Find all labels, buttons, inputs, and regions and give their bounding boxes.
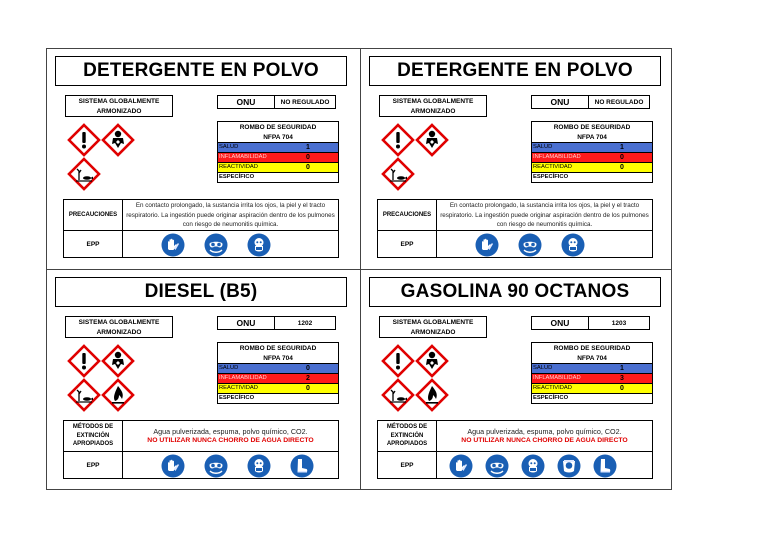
nfpa-header-line: ROMBO DE SEGURIDAD [239,345,317,352]
un-value: 1202 [274,316,336,330]
un-number [217,95,337,109]
extinction-text [123,421,338,451]
nfpa-row-label: SALUD [533,365,553,371]
goggles-icon [204,454,228,478]
environment-icon [67,378,101,412]
hazard-card [361,270,673,490]
health-hazard-icon [101,344,135,378]
product-title: DIESEL (B5) [55,277,347,307]
ghs-label-box [65,95,173,117]
un-label: ONU [531,95,589,109]
environment-icon [381,378,415,412]
product-title: GASOLINA 90 OCTANOS [369,277,661,307]
ghs-label-line: ARMONIZADO [96,108,142,115]
extinction-label-line: EXTINCIÓN [390,432,424,439]
nfpa-row-label: INFLAMABILIDAD [219,154,267,160]
extinction-label [64,421,123,451]
nfpa-header [217,121,339,143]
extinction-label-line: APROPIADOS [386,441,428,448]
nfpa-row-value: 1 [306,144,310,151]
nfpa-row [217,383,339,394]
boots-icon [290,454,314,478]
nfpa-row [217,363,339,374]
nfpa-row-value: 0 [306,385,310,392]
nfpa-row-value: 2 [306,375,310,382]
nfpa-row-label: SALUD [533,144,553,150]
ghs-label-line: SISTEMA GLOBALMENTE [392,98,474,105]
nfpa-row-label: INFLAMABILIDAD [533,375,581,381]
extinction-methods [377,420,653,452]
nfpa-header-line: NFPA 704 [263,354,293,362]
nfpa-header-line: ROMBO DE SEGURIDAD [553,345,631,352]
ppe-row [377,230,653,258]
nfpa-row-label: REACTIVIDAD [219,385,258,391]
respirator-icon [561,233,585,257]
ghs-pictograms [375,342,487,410]
goggles-icon [485,454,509,478]
hazard-card [47,49,359,269]
nfpa-row-value: 0 [306,154,310,161]
gloves-icon [161,233,185,257]
nfpa-row [531,363,653,374]
ppe-row [63,451,339,479]
nfpa-row-value: 0 [306,164,310,171]
ghs-pictograms [61,121,173,189]
nfpa-header-line: ROMBO DE SEGURIDAD [239,124,317,131]
ghs-label-line: ARMONIZADO [410,329,456,336]
nfpa-row-label: INFLAMABILIDAD [533,154,581,160]
nfpa-header [531,342,653,364]
respirator-icon [247,454,271,478]
ghs-label-line: SISTEMA GLOBALMENTE [78,98,160,105]
un-label: ONU [531,316,589,330]
ghs-label-line: ARMONIZADO [410,108,456,115]
ppe-label: EPP [64,452,123,478]
ghs-label-line: ARMONIZADO [96,329,142,336]
exclamation-mark-icon [67,123,101,157]
extinction-label [378,421,437,451]
hazard-card [361,49,673,269]
nfpa-header [531,121,653,143]
health-hazard-icon [415,344,449,378]
environment-icon [67,157,101,191]
gloves-icon [475,233,499,257]
face-shield-icon [557,454,581,478]
extinction-label-line: APROPIADOS [72,441,114,448]
extinction-methods [63,420,339,452]
precautions [63,199,339,231]
ppe-label: EPP [64,231,123,257]
nfpa-table [217,342,339,404]
water-jet-warning: NO UTILIZAR NUNCA CHORRO DE AGUA DIRECTO [461,437,628,444]
flame-icon [101,378,135,412]
ppe-icons [437,231,652,257]
nfpa-row-label: ESPECÍFICO [533,395,569,401]
un-value: NO REGULADO [274,95,336,109]
ghs-label-line: SISTEMA GLOBALMENTE [392,319,474,326]
nfpa-row-label: ESPECÍFICO [533,174,569,180]
un-label: ONU [217,95,275,109]
exclamation-mark-icon [67,344,101,378]
gloves-icon [161,454,185,478]
nfpa-row [531,152,653,163]
precautions-text: En contacto prolongado, la sustancia irrita los ojos, la piel y el tracto respiratorio. La ingestión puede originar aspiración dentro de los pulmones con riesgo de neumonitis química. [126,202,335,228]
nfpa-row-label: ESPECÍFICO [219,395,255,401]
nfpa-row-value: 1 [620,365,624,372]
exclamation-mark-icon [381,344,415,378]
nfpa-row-value [278,394,338,403]
nfpa-row-value [278,173,338,182]
flame-icon [415,378,449,412]
nfpa-row-label: REACTIVIDAD [533,385,572,391]
nfpa-row-label: SALUD [219,365,239,371]
un-value: 1203 [588,316,650,330]
extinction-label-line: MÉTODOS DE [386,424,428,431]
un-number [531,95,651,109]
nfpa-table [531,342,653,404]
precautions-text: En contacto prolongado, la sustancia irrita los ojos, la piel y el tracto respiratorio. La ingestión puede originar aspiración dentro de los pulmones con riesgo de neumonitis química. [440,202,649,228]
nfpa-row-value [592,173,652,182]
nfpa-row-value: 0 [620,154,624,161]
un-value: NO REGULADO [588,95,650,109]
nfpa-row-label: SALUD [219,144,239,150]
nfpa-row-label: INFLAMABILIDAD [219,375,267,381]
extinction-label-line: MÉTODOS DE [72,424,114,431]
ppe-icons [437,452,652,478]
nfpa-header-line: NFPA 704 [263,133,293,141]
un-label: ONU [217,316,275,330]
respirator-icon [247,233,271,257]
ghs-label-line: SISTEMA GLOBALMENTE [78,319,160,326]
extinction-agents: Agua pulverizada, espuma, polvo químico, CO2. [153,426,308,436]
nfpa-header [217,342,339,364]
ghs-pictograms [375,121,487,189]
extinction-label-line: EXTINCIÓN [76,432,110,439]
ppe-row [377,451,653,479]
precautions [377,199,653,231]
nfpa-row-value: 1 [620,144,624,151]
nfpa-row [217,373,339,384]
nfpa-row-label: REACTIVIDAD [219,164,258,170]
extinction-agents: Agua pulverizada, espuma, polvo químico, CO2. [467,426,622,436]
nfpa-row-value [592,394,652,403]
exclamation-mark-icon [381,123,415,157]
nfpa-row-value: 0 [306,365,310,372]
nfpa-row [531,373,653,384]
ppe-row [63,230,339,258]
un-number [217,316,337,330]
ghs-label-box [379,316,487,338]
goggles-icon [518,233,542,257]
nfpa-row [217,172,339,183]
nfpa-row [217,162,339,173]
hazard-card [47,270,359,490]
nfpa-header-line: ROMBO DE SEGURIDAD [553,124,631,131]
nfpa-row [531,393,653,404]
hazard-sheet [46,48,672,490]
ppe-icons [123,452,338,478]
ghs-label-box [65,316,173,338]
nfpa-row [531,142,653,153]
nfpa-row-label: ESPECÍFICO [219,174,255,180]
nfpa-row-label: REACTIVIDAD [533,164,572,170]
nfpa-header-line: NFPA 704 [577,354,607,362]
nfpa-header-line: NFPA 704 [577,133,607,141]
goggles-icon [204,233,228,257]
nfpa-row [217,142,339,153]
gloves-icon [449,454,473,478]
health-hazard-icon [415,123,449,157]
nfpa-row [531,383,653,394]
environment-icon [381,157,415,191]
nfpa-row-value: 3 [620,375,624,382]
precautions-label: PRECAUCIONES [378,200,437,230]
ghs-label-box [379,95,487,117]
boots-icon [593,454,617,478]
ppe-icons [123,231,338,257]
extinction-text [437,421,652,451]
un-number [531,316,651,330]
nfpa-row [217,393,339,404]
nfpa-row-value: 0 [620,164,624,171]
health-hazard-icon [101,123,135,157]
product-title: DETERGENTE EN POLVO [369,56,661,86]
nfpa-table [531,121,653,183]
nfpa-row [531,162,653,173]
ppe-label: EPP [378,231,437,257]
nfpa-row [531,172,653,183]
nfpa-row-value: 0 [620,385,624,392]
ppe-label: EPP [378,452,437,478]
precautions-label: PRECAUCIONES [64,200,123,230]
product-title: DETERGENTE EN POLVO [55,56,347,86]
water-jet-warning: NO UTILIZAR NUNCA CHORRO DE AGUA DIRECTO [147,437,314,444]
respirator-icon [521,454,545,478]
nfpa-table [217,121,339,183]
nfpa-row [217,152,339,163]
ghs-pictograms [61,342,173,410]
